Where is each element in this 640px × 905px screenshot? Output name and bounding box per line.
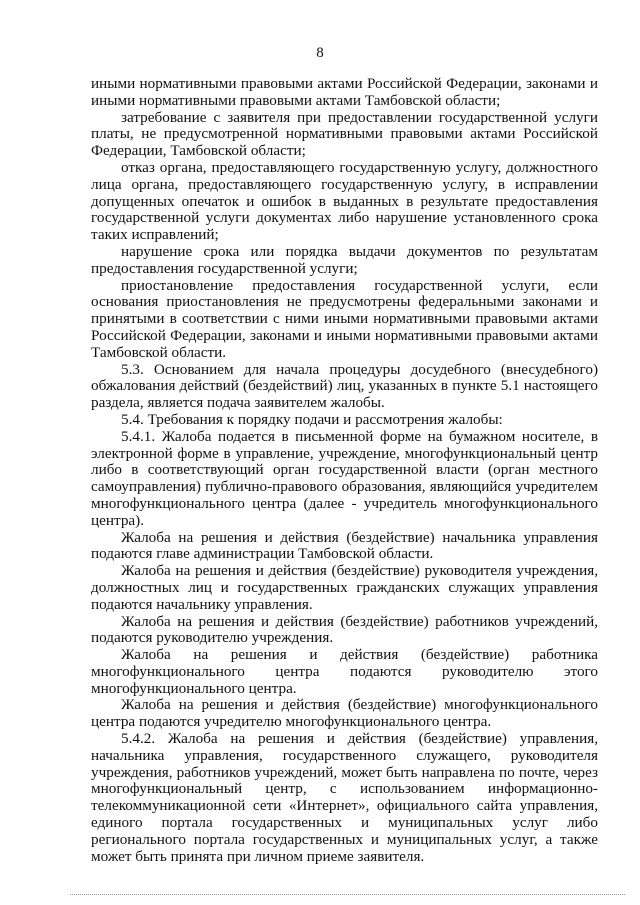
paragraph: Жалоба на решения и действия (бездействие) работника многофункционального центра подаются руководителю этого многофункционального центра. xyxy=(91,646,598,697)
paragraph: Жалоба на решения и действия (бездействие) начальника управления подаются главе администрации Тамбовской области. xyxy=(91,528,598,563)
paragraph: нарушение срока или порядка выдачи документов по результатам предоставления государственной услуги; xyxy=(91,242,598,277)
document-body xyxy=(91,76,598,865)
paragraph: иными нормативными правовыми актами Российской Федерации, законами и иными нормативными правовыми актами Тамбовской области; xyxy=(91,75,598,109)
paragraph: приостановление предоставления государственной услуги, если основания приостановления не предусмотрены федеральными законами и принятыми в соответствии с ними иными нормативными правовыми актами Российской Федерации, законами и иными нормативными правовыми актами Тамбовской области. xyxy=(91,276,598,361)
paragraph: 5.4.1. Жалоба подается в письменной форме на бумажном носителе, в электронной форме в управление, учреждение, многофункциональный центр либо в соответствующий орган государственной власти (орган местного самоуправления) публично-правового образования, являющийся учредителем многофункционального центра (далее - учредитель многофункционального центра). xyxy=(91,427,598,529)
paragraph: Жалоба на решения и действия (бездействие) работников учреждений, подаются руководителю учреждения. xyxy=(91,612,598,647)
bottom-divider xyxy=(70,894,625,895)
paragraph: Жалоба на решения и действия (бездействие) многофункционального центра подаются учредителю многофункционального центра. xyxy=(91,696,598,731)
paragraph: 5.4. Требования к порядку подачи и рассмотрения жалобы: xyxy=(121,410,503,428)
paragraph: 5.4.2. Жалоба на решения и действия (бездействие) управления, начальника управления, государственного служащего, руководителя учреждения, работников учреждений, может быть направлена по почте, через многофункциональный центр, с использованием информационно-телекоммуникационной сети «Интернет», официального сайта управления, единого портала государственных и муниципальных услуг либо регионального портала государственных и муниципальных услуг, а также может быть принята при личном приеме заявителя. xyxy=(91,730,598,865)
paragraph: Жалоба на решения и действия (бездействие) руководителя учреждения, должностных лиц и государственных гражданских служащих управления подаются начальнику управления. xyxy=(91,562,598,613)
page-number: 8 xyxy=(316,45,324,61)
paragraph: затребование с заявителя при предоставлении государственной услуги платы, не предусмотренной нормативными правовыми актами Российской Федерации, Тамбовской области; xyxy=(91,108,598,160)
paragraph: отказ органа, предоставляющего государственную услугу, должностного лица органа, предоставляющего государственную услугу, в исправлении допущенных опечаток и ошибок в выданных в результате предоставления государственной услуги документах либо нарушение установленного срока таких исправлений; xyxy=(91,158,598,244)
paragraph: 5.3. Основанием для начала процедуры досудебного (внесудебного) обжалования действий (бездействий) лиц, указанных в пункте 5.1 настоящего раздела, является подача заявителем жалобы. xyxy=(91,360,598,412)
